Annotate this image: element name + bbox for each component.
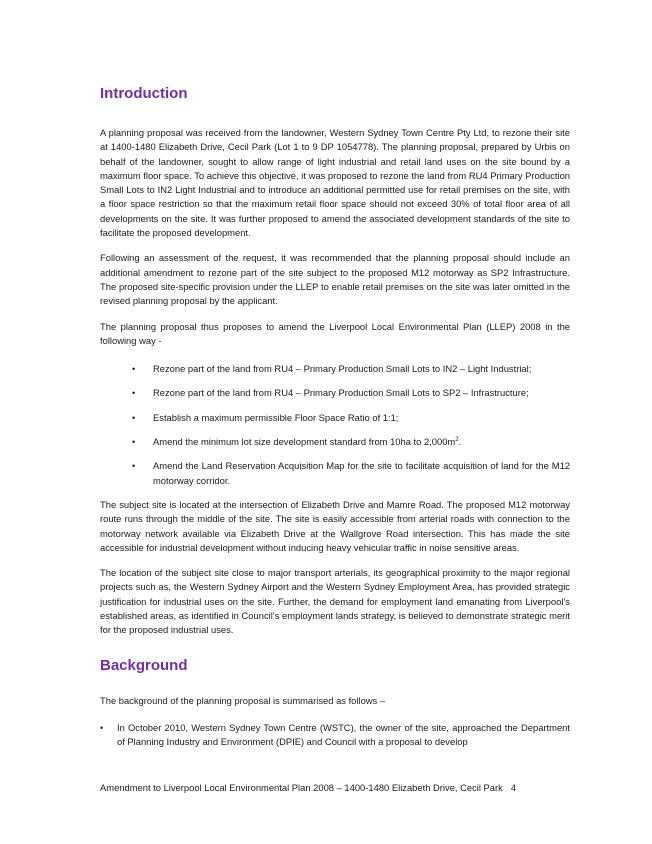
background-list [100,721,570,750]
list-item-text: Amend the Land Reservation Acquisition Map for the site to facilitate acquisition of land for the M12 motorway corridor. [153,460,570,486]
background-heading: Background [100,656,188,674]
intro-paragraph-2: Following an assessment of the request, it was recommended that the planning proposal should include an additional amendment to rezone part of the site subject to the proposed M12 motorway as SP2 Infrastructure. The proposed site-specific provision under the LLEP to enable retail premises on the site was later omitted in the revised planning proposal by the applicant. [100,252,570,307]
list-item [100,721,570,750]
page-content [100,84,570,750]
list-item-text: Rezone part of the land from RU4 – Primary Production Small Lots to IN2 – Light Industrial; [153,363,532,375]
bullet-icon: • [132,437,136,448]
list-item-text: Establish a maximum permissible Floor Space Ratio of 1:1; [153,411,399,423]
list-item-text: In October 2010, Western Sydney Town Centre (WSTC), the owner of the site, approached the Department of Planning Industry and Environment (DPIE) and Council with a proposal to develop [117,721,570,748]
introduction-heading: Introduction [100,85,188,102]
list-item-text: Amend the minimum lot size development standard from 10ha to 2,000m [153,436,456,448]
intro-paragraph-5: The location of the subject site close to major transport arterials, its geographical proximity to the major regional projects such as, the Western Sydney Airport and the Western Sydney Employment Area, has provided strategic justification for industrial uses on the site. Further, the demand for employment land emanating from Liverpool’s established areas, as identified in Council’s employment lands strategy, is believed to demonstrate strategic merit for the proposed industrial uses. [100,567,570,636]
bullet-icon: • [132,412,136,423]
superscript-two: 2 [455,436,459,443]
list-item [100,386,570,400]
list-item [100,459,570,488]
page-footer [100,782,560,794]
background-intro: The background of the planning proposal is summarised as follows – [100,694,386,706]
list-item-text: Rezone part of the land from RU4 – Primary Production Small Lots to SP2 – Infrastructure; [153,387,529,399]
list-item [100,362,570,376]
bullet-icon: • [132,461,136,472]
amendments-list [100,362,570,488]
bullet-icon: • [100,722,104,733]
bullet-icon: • [132,364,136,375]
bullet-icon: • [132,388,136,399]
intro-paragraph-3: The planning proposal thus proposes to amend the Liverpool Local Environmental Plan (LLEP) 2008 in the following way - [100,320,570,346]
intro-paragraph-4: The subject site is located at the intersection of Elizabeth Drive and Mamre Road. The proposed M12 motorway route runs through the middle of the site. The site is easily accessible from arterial roads with connection to the motorway network available via Elizabeth Drive at the Wallgrove Road intersection. This has made the site accessible for industrial development without inducing heavy vehicular traffic in noise sensitive areas. [100,498,570,553]
list-item-suffix: . [458,436,462,448]
list-item [100,411,570,425]
list-item [100,435,570,449]
footer-text: Amendment to Liverpool Local Environmental Plan 2008 – 1400-1480 Elizabeth Drive, Cecil Park [100,782,503,793]
page-number: 4 [510,782,517,793]
intro-paragraph-1: A planning proposal was received from the landowner, Western Sydney Town Centre Pty Ltd, to rezone their site at 1400-1480 Elizabeth Drive, Cecil Park (Lot 1 to 9 DP 1054778). The planning proposal, prepared by Urbis on behalf of the landowner, sought to allow range of light industrial and retail land uses on the site bound by a maximum floor space. To achieve this objective, it was proposed to rezone the land from RU4 Primary Production Small Lots to IN2 Light Industrial and to introduce an additional permitted use for retail premises on the site, with a floor space restriction so that the maximum retail floor space should not exceed 30% of total floor area of all developments on the site. It was further proposed to amend the associated development standards of the site to facilitate the proposed development. [100,127,570,239]
